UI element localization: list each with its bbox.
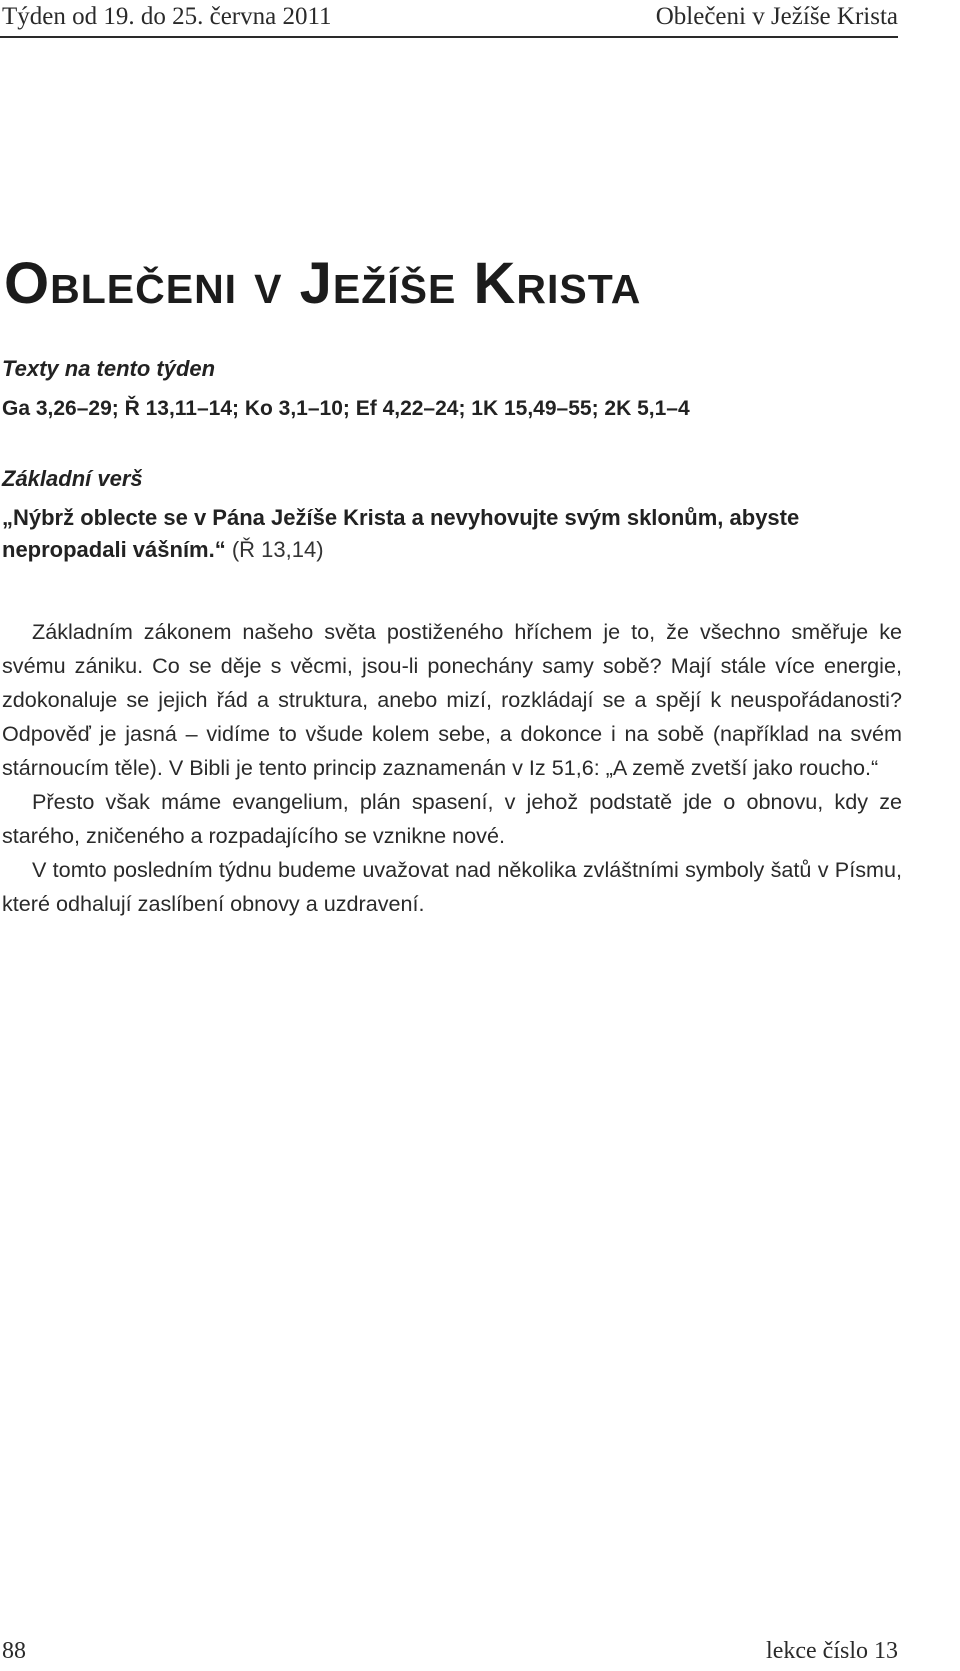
weekly-texts-label: Texty na tento týden: [2, 356, 216, 381]
paragraph: Přesto však máme evangelium, plán spasení, v jehož podstatě jde o obnovu, kdy ze starého, zničeného a rozpadajícího se vznikne nové.: [2, 789, 902, 848]
header-lesson-title: Oblečeni v Ježíše Krista: [655, 3, 898, 30]
paragraph: Základním zákonem našeho světa postiženého hříchem je to, že všechno směřuje ke svému zániku. Co se děje s věcmi, jsou-li ponechány samy sobě? Mají stále více energie, zdokonaluje se jejich řád a struktura, anebo mizí, rozkládají se a spějí k neuspořádanosti? Odpověď je jasná – vidíme to všude kolem sebe, a dokonce i na sobě (například na svém stárnoucím těle). V Bibli je tento princip zaznamenán v Iz 51,6: „A země zvetší jako roucho.“: [2, 619, 902, 780]
introduction-text: [2, 615, 902, 921]
header-week-dates: Týden od 19. do 25. června 2011: [2, 3, 332, 30]
key-verse-quote: „Nýbrž oblecte se v Pána Ježíše Krista a nevyhovujte svým sklonům, abyste nepropadali vášním.“: [2, 505, 800, 562]
page-number: 88: [2, 1638, 26, 1664]
key-verse-label: Základní verš: [2, 466, 143, 491]
paragraph: V tomto posledním týdnu budeme uvažovat nad několika zvláštními symboly šatů v Písmu, které odhalují zaslíbení obnovy a uzdravení.: [2, 857, 902, 916]
page-footer: [0, 1637, 898, 1667]
key-verse: [2, 502, 902, 566]
lesson-number: lekce číslo 13: [766, 1638, 898, 1664]
page-title: Oblečeni v Ježíše Krista: [4, 250, 642, 316]
key-verse-source: (Ř 13,14): [231, 537, 324, 562]
weekly-texts-references: Ga 3,26–29; Ř 13,11–14; Ko 3,1–10; Ef 4,22–24; 1K 15,49–55; 2K 5,1–4: [2, 397, 690, 420]
page-header: [0, 0, 898, 38]
